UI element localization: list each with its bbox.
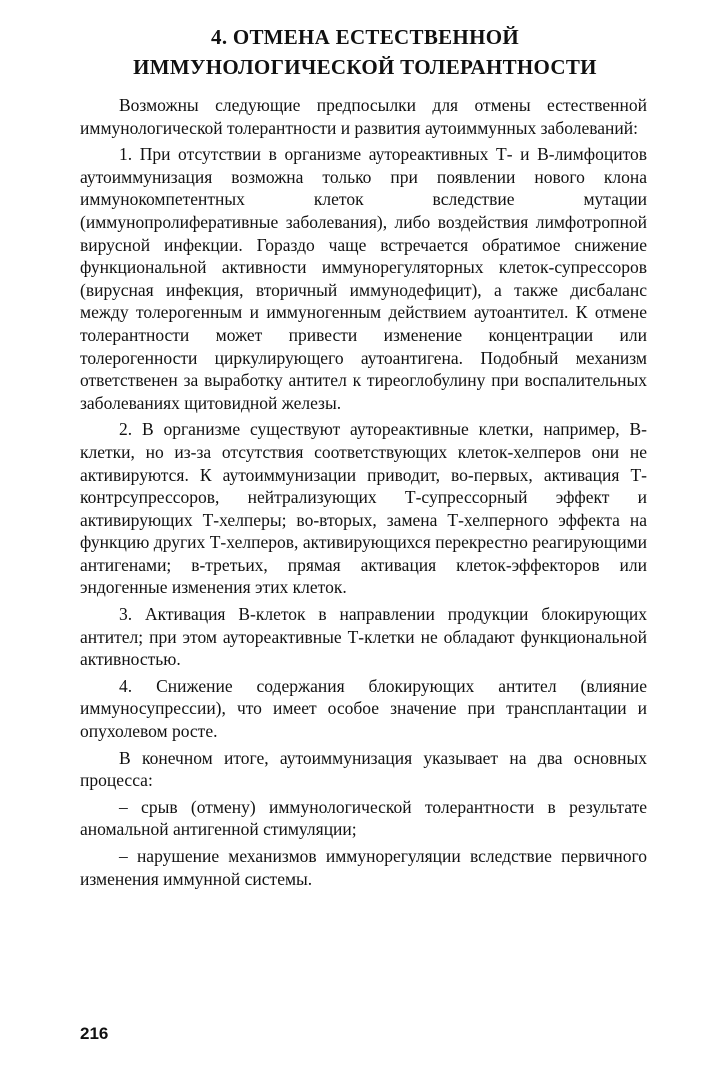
- paragraph-list-item-1: – срыв (отмену) иммунологической толерантности в результате аномальной антигенной стимуляции;: [80, 796, 647, 840]
- paragraph-1: 1. При отсутствии в организме аутореактивных Т- и В-лимфоцитов аутоиммунизация возможна только при появлении нового клона иммунокомпетентных клеток вследствие мутации (иммунопролиферативные заболевания), либо воздействия лимфотропной вирусной инфекции. Гораздо чаще встречается обратимое снижение функциональной активности иммунорегуляторных клеток-супрессоров (вирусная инфекция, вторичный иммунодефицит), а также дисбаланс между толерогенным и иммуногенным действием аутоантител. К отмене толерантности может привести изменение концентрации или толерогенности циркулирующего аутоантигена. Подобный механизм ответственен за выработку антител к тиреоглобулину при воспалительных заболеваниях щитовидной железы.: [80, 144, 647, 413]
- paragraph-2: 2. В организме существуют аутореактивные клетки, например, В-клетки, но из-за отсутствия соответствующих клеток-хелперов они не активируются. К аутоиммунизации приводит, во-первых, активация Т-контрсупрессоров, нейтрализующих Т-супрессорный эффект и активирующих Т-хелперы; во-вторых, замена Т-хелперного эффекта на функцию других Т-хелперов, активирующихся перекрестно реагирующими антигенами; в-третьих, прямая активация клеток-эффекторов или эндогенные изменения этих клеток.: [80, 419, 647, 598]
- body-text: [80, 94, 647, 894]
- section-title-line-2: ИММУНОЛОГИЧЕСКОЙ ТОЛЕРАНТНОСТИ: [133, 55, 597, 79]
- paragraph-list-item-2: – нарушение механизмов иммунорегуляции вследствие первичного изменения иммунной системы.: [80, 846, 647, 889]
- paragraph-3: 3. Активация В-клеток в направлении продукции блокирующих антител; при этом аутореактивные Т-клетки не обладают функциональной активностью.: [80, 604, 647, 670]
- section-title-line-1: 4. ОТМЕНА ЕСТЕСТВЕННОЙ: [211, 25, 519, 49]
- paragraph-conclusion: В конечном итоге, аутоиммунизация указывает на два основных процесса:: [80, 747, 647, 791]
- paragraph-intro: Возможны следующие предпосылки для отмены естественной иммунологической толерантности и развития аутоиммунных заболеваний:: [80, 95, 647, 138]
- page-number: 216: [80, 1024, 109, 1043]
- section-title: [80, 22, 650, 82]
- paragraph-4: 4. Снижение содержания блокирующих антител (влияние иммуносупрессии), что имеет особое значение при трансплантации и опухолевом росте.: [80, 675, 647, 742]
